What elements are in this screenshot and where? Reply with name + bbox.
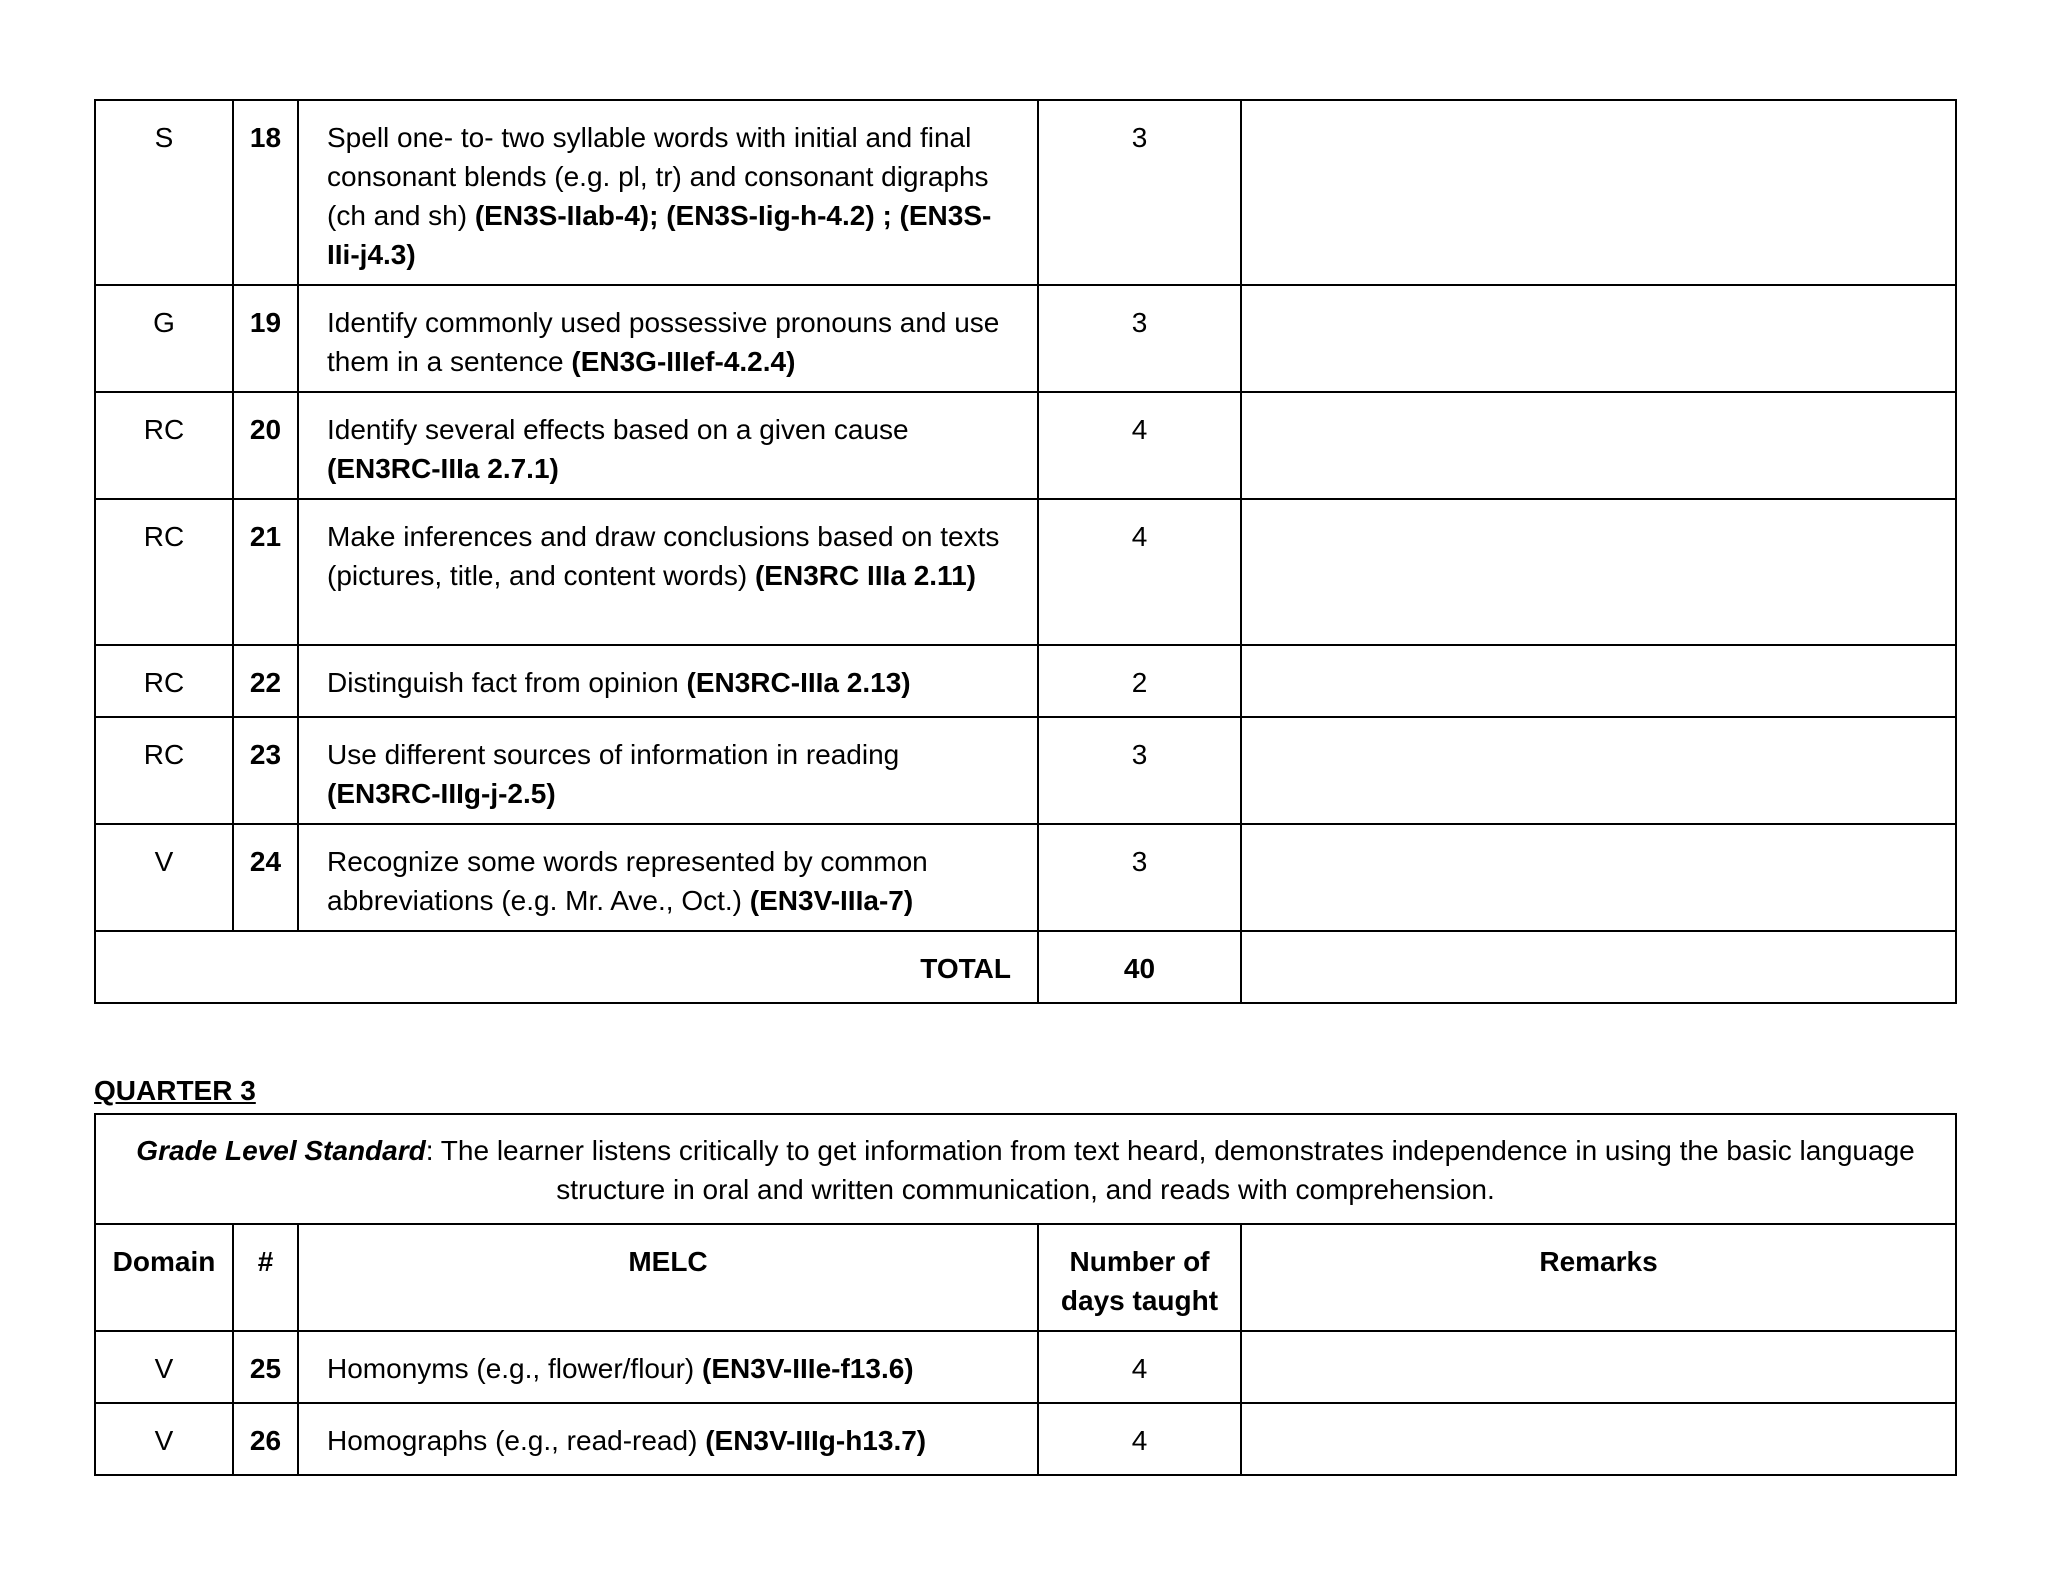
melc-text: Use different sources of information in reading [327, 739, 900, 770]
melc-code: (EN3RC-IIIg-j-2.5) [327, 778, 556, 809]
melc-cell [298, 717, 1038, 824]
melc-code: (EN3RC-IIIa 2.7.1) [327, 453, 559, 484]
domain-cell: V [95, 1331, 233, 1403]
melc-code: (EN3RC IIIa 2.11) [754, 560, 976, 591]
total-label: TOTAL [95, 931, 1038, 1003]
days-cell: 4 [1038, 499, 1241, 645]
number-cell: 25 [233, 1331, 298, 1403]
melc-cell [298, 824, 1038, 931]
days-cell: 4 [1038, 392, 1241, 499]
table-row [95, 645, 1956, 717]
remarks-cell [1241, 1403, 1956, 1475]
melc-cell [298, 645, 1038, 717]
melc-cell [298, 499, 1038, 645]
remarks-cell [1241, 1331, 1956, 1403]
grade-level-standard-text: : The learner listens critically to get information from text heard, demonstrates independence in using the basic language structure in oral and written communication, and reads with comprehension. [425, 1135, 1915, 1205]
melc-code: (EN3S-IIab-4); (EN3S-Iig-h-4.2) ; (EN3S-IIi-j4.3) [327, 200, 992, 270]
grade-level-standard-row [95, 1114, 1956, 1224]
table-row [95, 717, 1956, 824]
number-cell: 18 [233, 100, 298, 285]
melc-code: (EN3RC-IIIa 2.13) [686, 667, 911, 698]
remarks-cell [1241, 717, 1956, 824]
domain-cell: V [95, 824, 233, 931]
days-cell: 4 [1038, 1331, 1241, 1403]
quarter-title: QUARTER 3 [94, 1075, 256, 1106]
header-domain: Domain [95, 1224, 233, 1331]
number-cell: 22 [233, 645, 298, 717]
melc-text: Recognize some words represented by common abbreviations (e.g. Mr. Ave., Oct.) [327, 846, 928, 916]
table-row [95, 1331, 1956, 1403]
melc-code: (EN3V-IIIe-f13.6) [702, 1353, 914, 1384]
days-cell: 3 [1038, 824, 1241, 931]
melc-text: Identify several effects based on a given cause [327, 414, 909, 445]
header-melc: MELC [298, 1224, 1038, 1331]
domain-cell: RC [95, 499, 233, 645]
number-cell: 24 [233, 824, 298, 931]
header-row [95, 1224, 1956, 1331]
grade-level-standard-label: Grade Level Standard [136, 1135, 426, 1166]
total-value: 40 [1038, 931, 1241, 1003]
domain-cell: RC [95, 717, 233, 824]
days-cell: 4 [1038, 1403, 1241, 1475]
melc-code: (EN3V-IIIg-h13.7) [705, 1425, 927, 1456]
header-days: Number of days taught [1038, 1224, 1241, 1331]
days-cell: 3 [1038, 100, 1241, 285]
remarks-cell [1241, 285, 1956, 392]
grade-level-standard [95, 1114, 1956, 1224]
melc-cell [298, 285, 1038, 392]
days-cell: 3 [1038, 717, 1241, 824]
melc-cell [298, 1331, 1038, 1403]
number-cell: 26 [233, 1403, 298, 1475]
domain-cell: RC [95, 392, 233, 499]
melc-code: (EN3V-IIIa-7) [749, 885, 914, 916]
header-number: # [233, 1224, 298, 1331]
domain-cell: V [95, 1403, 233, 1475]
remarks-cell [1241, 645, 1956, 717]
number-cell: 21 [233, 499, 298, 645]
melc-text: Spell one- to- two syllable words with initial and final consonant blends (e.g. pl, tr) and consonant digraphs (ch and sh) [327, 122, 989, 231]
table-row [95, 285, 1956, 392]
table-row [95, 499, 1956, 645]
number-cell: 20 [233, 392, 298, 499]
domain-cell: S [95, 100, 233, 285]
table-row [95, 824, 1956, 931]
number-cell: 19 [233, 285, 298, 392]
total-row [95, 931, 1956, 1003]
melc-cell [298, 1403, 1038, 1475]
table-row [95, 100, 1956, 285]
quarter3-melc-table [94, 1113, 1957, 1476]
header-remarks: Remarks [1241, 1224, 1956, 1331]
days-cell: 3 [1038, 285, 1241, 392]
melc-text: Make inferences and draw conclusions based on texts (pictures, title, and content words) [327, 521, 1000, 591]
melc-text: Homographs (e.g., read-read) [327, 1425, 706, 1456]
domain-cell: RC [95, 645, 233, 717]
remarks-cell [1241, 499, 1956, 645]
melc-code: (EN3G-IIIef-4.2.4) [571, 346, 796, 377]
remarks-cell [1241, 100, 1956, 285]
total-remarks-cell [1241, 931, 1956, 1003]
melc-text: Distinguish fact from opinion [327, 667, 687, 698]
domain-cell: G [95, 285, 233, 392]
melc-text: Identify commonly used possessive pronouns and use them in a sentence [327, 307, 1000, 377]
number-cell: 23 [233, 717, 298, 824]
melc-cell [298, 392, 1038, 499]
melc-cell [298, 100, 1038, 285]
melc-text: Homonyms (e.g., flower/flour) [327, 1353, 702, 1384]
remarks-cell [1241, 824, 1956, 931]
melc-table-continued [94, 99, 1957, 1004]
table-row [95, 392, 1956, 499]
table-row [95, 1403, 1956, 1475]
remarks-cell [1241, 392, 1956, 499]
days-cell: 2 [1038, 645, 1241, 717]
